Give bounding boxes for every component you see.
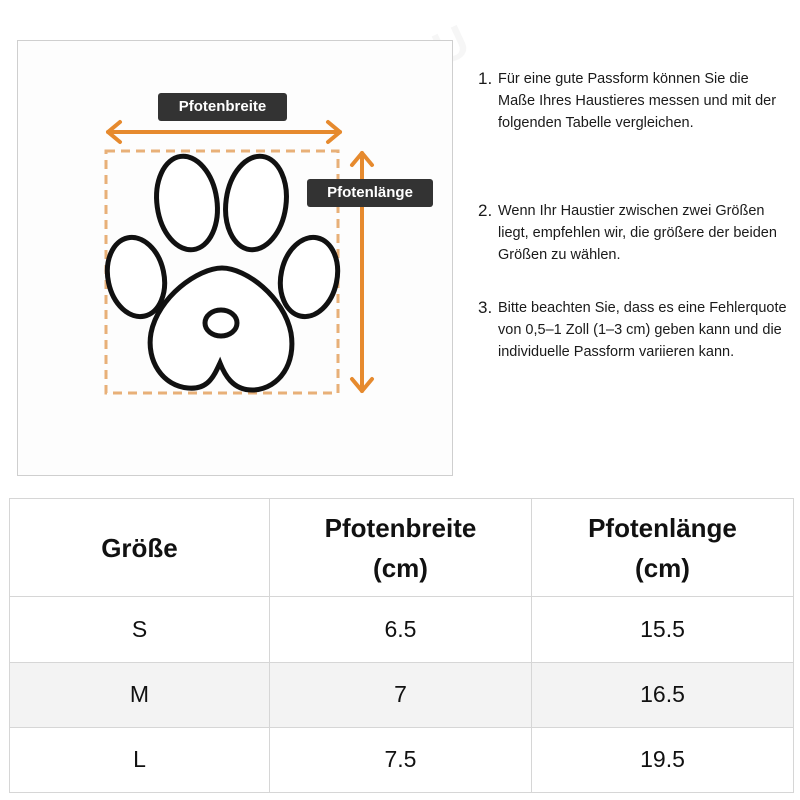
cell-paw-width: 6.5	[270, 597, 532, 662]
note-item-1	[478, 68, 788, 134]
note-text: Wenn Ihr Haustier zwischen zwei Größen liegt, empfehlen wir, die größere der beiden Größen zu wählen.	[498, 203, 777, 263]
cell-paw-length: 15.5	[532, 597, 794, 662]
cell-size: M	[10, 662, 270, 727]
note-text: Bitte beachten Sie, dass es eine Fehlerquote von 0,5–1 Zoll (1–3 cm) geben kann und die individuelle Passform variieren kann.	[498, 300, 787, 360]
width-arrow	[108, 122, 340, 142]
size-chart-table	[9, 498, 794, 793]
note-item-3	[478, 297, 788, 363]
table-row	[10, 662, 794, 727]
table-header-row	[10, 499, 794, 597]
length-label-tag: Pfotenlänge	[307, 179, 433, 207]
cell-size: L	[10, 727, 270, 792]
paw-toe-1	[151, 152, 223, 253]
paw-diagram	[17, 40, 453, 476]
note-item-2	[478, 200, 788, 266]
header-paw-length: Pfotenlänge (cm)	[532, 499, 794, 597]
table-row	[10, 727, 794, 792]
cell-paw-width: 7	[270, 662, 532, 727]
cell-size: S	[10, 597, 270, 662]
paw-pad-hole	[205, 310, 237, 336]
cell-paw-length: 16.5	[532, 662, 794, 727]
note-text: Für eine gute Passform können Sie die Maße Ihres Haustieres messen und mit der folgenden Tabelle vergleichen.	[498, 71, 777, 131]
note-number: 1.	[478, 69, 493, 88]
table-row	[10, 597, 794, 662]
cell-paw-length: 19.5	[532, 727, 794, 792]
width-label-tag: Pfotenbreite	[158, 93, 287, 121]
header-size: Größe	[10, 499, 270, 597]
note-number: 2.	[478, 201, 493, 220]
cell-paw-width: 7.5	[270, 727, 532, 792]
note-number: 3.	[478, 298, 493, 317]
header-paw-width: Pfotenbreite (cm)	[270, 499, 532, 597]
paw-toe-2	[220, 152, 292, 253]
